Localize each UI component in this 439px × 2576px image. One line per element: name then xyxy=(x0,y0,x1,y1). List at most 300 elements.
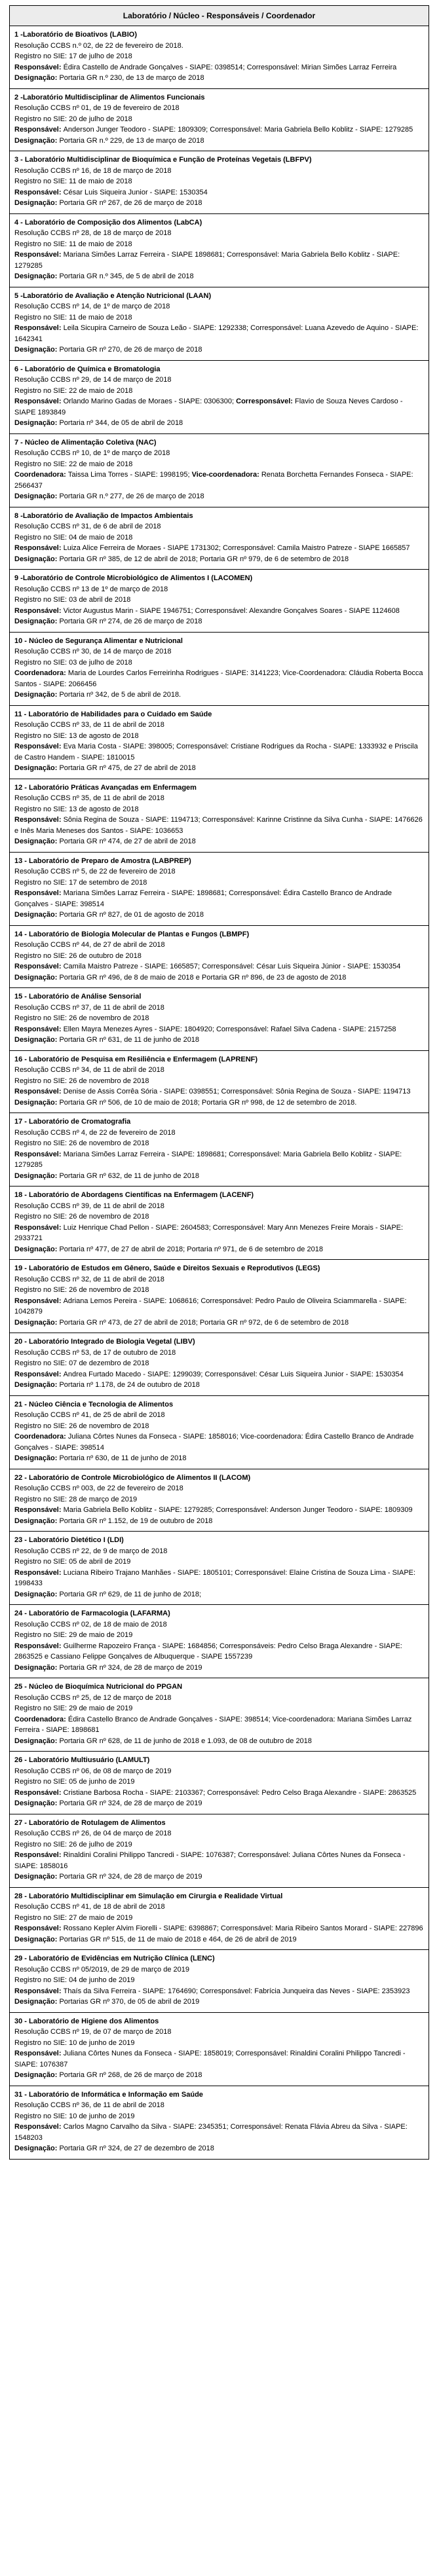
entry-field-text: Taissa Lima Torres - SIAPE: 1998195; xyxy=(67,471,192,479)
entry-title: 29 - Laboratório de Evidências em Nutrição Clínica (LENC) xyxy=(14,1955,215,1962)
entry-line xyxy=(14,166,424,177)
entry-field-text: Registro no SIE: 28 de março de 2019 xyxy=(14,1495,138,1503)
lab-entry-cell xyxy=(10,988,429,1051)
entry-field-text: Portaria nº 342, de 5 de abril de 2018. xyxy=(59,691,181,699)
entry-line xyxy=(14,815,424,836)
entry-field-label: Responsável: xyxy=(14,324,64,332)
entry-line xyxy=(14,73,424,84)
entry-field-label: Responsável: xyxy=(14,816,64,824)
entry-title: 12 - Laboratório Práticas Avançadas em Enfermagem xyxy=(14,783,197,792)
lab-entry-row xyxy=(10,1605,429,1678)
entry-line xyxy=(14,2100,424,2111)
entry-line xyxy=(14,1483,424,1494)
entry-field-text: Anderson Junger Teodoro - SIAPE: 1809309; Corresponsável: Maria Gabriela Bello Koblitz - SIAPE: 1279285 xyxy=(63,126,413,134)
lab-entry-row xyxy=(10,1678,429,1752)
entry-line xyxy=(14,690,424,701)
entry-field-text: Registro no SIE: 13 de agosto de 2018 xyxy=(14,731,139,740)
entry-field-text: Registro no SIE: 29 de maio de 2019 xyxy=(14,1631,133,1639)
entry-field-label: Designação: xyxy=(14,1737,60,1745)
entry-field-text: Registro no SIE: 26 de outubro de 2018 xyxy=(14,951,142,960)
entry-line xyxy=(14,1494,424,1505)
entry-line xyxy=(14,312,424,323)
lab-entry-cell xyxy=(10,1814,429,1887)
lab-entry-row xyxy=(10,925,429,988)
entry-field-text: Resolução CCBS nº 53, de 17 de outubro de 2018 xyxy=(14,1348,176,1357)
entry-field-label: Coordenadora: xyxy=(14,471,68,479)
lab-entry-row xyxy=(10,988,429,1051)
entry-field-text: Resolução CCBS nº 44, de 27 de abril de 2018 xyxy=(14,941,165,949)
entry-field-label: Coordenadora: xyxy=(14,669,68,677)
entry-field-text: Portaria GR nº 632, de 11 de junho de 2018 xyxy=(59,1171,200,1180)
entry-line xyxy=(14,2027,424,2038)
lab-entry-row xyxy=(10,1887,429,1950)
entry-line xyxy=(14,1086,424,1097)
entry-field-text: Portaria GR n.º 229, de 13 de março de 2018 xyxy=(59,136,204,145)
entry-line xyxy=(14,1871,424,1883)
entry-field-text: Portaria GR nº 267, de 26 de março de 2018 xyxy=(59,199,202,207)
entry-field-label: Responsável: xyxy=(14,1297,64,1305)
entry-line xyxy=(14,2038,424,2049)
entry-line xyxy=(14,1975,424,1986)
entry-title: 14 - Laboratório de Biologia Molecular de Plantas e Fungos (LBMPF) xyxy=(14,930,250,938)
entry-field-text: Resolução CCBS nº 29, de 14 de março de 2018 xyxy=(14,376,172,384)
entry-field-text: Rossano Kepler Alvim Fiorelli - SIAPE: 6398867; Corresponsável: Maria Ribeiro Santos Morard - SIAPE: 227896 xyxy=(63,1924,423,1932)
entry-line xyxy=(14,720,424,731)
entry-title: 10 - Núcleo de Segurança Alimentar e Nutricional xyxy=(14,636,183,645)
entry-title: 11 - Laboratório de Habilidades para o Cuidado em Saúde xyxy=(14,710,212,718)
entry-field-label: Designação: xyxy=(14,764,60,772)
lab-entry-cell xyxy=(10,1605,429,1678)
entry-line xyxy=(14,657,424,669)
entry-field-text: Portaria GR nº 270, de 26 de março de 2018 xyxy=(59,346,202,354)
entry-line xyxy=(14,1736,424,1747)
lab-entry-row xyxy=(10,2012,429,2086)
entry-field-label: Designação: xyxy=(14,492,60,500)
entry-field-text: Registro no SIE: 17 de julho de 2018 xyxy=(14,52,132,60)
lab-entry-row xyxy=(10,213,429,287)
lab-entry-cell xyxy=(10,925,429,988)
entry-field-text: Portaria nº 630, de 11 de junho de 2018 xyxy=(59,1454,187,1462)
entry-field-text: Portaria nº 344, de 05 de abril de 2018 xyxy=(59,419,183,427)
lab-entry-cell xyxy=(10,852,429,925)
entry-field-label: Designação: xyxy=(14,419,60,427)
entry-line xyxy=(14,1505,424,1516)
entry-field-text: Ellen Mayra Menezes Ayres - SIAPE: 1804920; Corresponsável: Rafael Silva Cadena - SIAPE: 2157258 xyxy=(63,1025,396,1033)
entry-field-label: Designação: xyxy=(14,1590,60,1598)
entry-line xyxy=(14,1663,424,1674)
labs-table-header-row xyxy=(10,6,429,26)
entry-title: 24 - Laboratório de Farmacologia (LAFARMA) xyxy=(14,1610,170,1617)
entry-title: 19 - Laboratório de Estudos em Gênero, Saúde e Direitos Sexuais e Reprodutivos (LEGS) xyxy=(14,1264,320,1272)
lab-entry-row xyxy=(10,360,429,433)
entry-line xyxy=(14,491,424,502)
lab-entry-cell xyxy=(10,433,429,507)
entry-line xyxy=(14,301,424,312)
entry-line xyxy=(14,1035,424,1046)
entry-line xyxy=(14,1274,424,1285)
entry-field-label: Designação: xyxy=(14,1998,60,2006)
entry-line xyxy=(14,1934,424,1945)
entry-field-label: Responsável: xyxy=(14,251,64,259)
entry-field-text: Registro no SIE: 20 de julho de 2018 xyxy=(14,115,132,123)
entry-line xyxy=(14,804,424,815)
entry-field-text: Portaria GR n.º 230, de 13 de março de 2018 xyxy=(59,74,204,82)
entry-title: 13 - Laboratório de Preparo de Amostra (LABPREP) xyxy=(14,856,191,865)
entry-title: 5 -Laboratório de Avaliação e Atenção Nutricional (LAAN) xyxy=(14,291,212,300)
entry-field-label: Designação: xyxy=(14,1663,60,1672)
entry-field-label: Coordenadora: xyxy=(14,1715,68,1723)
entry-field-text: Luciana Ribeiro Trajano Manhães - SIAPE: 1805101; Corresponsável: Elaine Cristina de Souza Lima - SIAPE: 1998433 xyxy=(14,1568,416,1587)
lab-entry-cell xyxy=(10,507,429,570)
entry-field-label: Designação: xyxy=(14,617,60,625)
entry-field-text: Eva Maria Costa - SIAPE: 398005; Corresponsável: Cristiane Rodrigues da Rocha - SIAPE: 1333932 e Priscila de Castro Handem - SIAPE: 1810015 xyxy=(14,743,418,762)
entry-line xyxy=(14,198,424,209)
lab-entry-row xyxy=(10,1333,429,1396)
entry-field-text: Portaria GR nº 324, de 28 de março de 2019 xyxy=(59,1663,202,1672)
entry-field-text: Maria de Lourdes Carlos Ferreirinha Rodrigues - SIAPE: 3141223; Vice-Coordenadora: Cláudia Roberta Bocca Santos - SIAPE: 2066456 xyxy=(14,669,423,688)
entry-field-label: Responsável: xyxy=(14,2050,64,2057)
entry-field-text: Resolução CCBS nº 14, de 1º de março de 2018 xyxy=(14,303,170,310)
entry-line xyxy=(14,972,424,984)
entry-field-label: Responsável: xyxy=(14,544,64,552)
entry-line xyxy=(14,1380,424,1391)
lab-entry-cell xyxy=(10,1678,429,1752)
entry-field-label: Designação: xyxy=(14,1935,60,1943)
lab-entry-cell xyxy=(10,1752,429,1814)
entry-line xyxy=(14,448,424,459)
lab-entry-row xyxy=(10,1187,429,1260)
entry-field-text: Resolução CCBS nº 13 de 1º de março de 2018 xyxy=(14,585,168,593)
entry-field-text: Portaria GR nº 475, de 27 de abril de 2018 xyxy=(59,764,196,772)
lab-entry-row xyxy=(10,26,429,89)
entry-line xyxy=(14,239,424,250)
entry-field-text: Resolução CCBS nº 33, de 11 de abril de 2018 xyxy=(14,721,164,729)
entry-field-label: Designação: xyxy=(14,1245,60,1253)
entry-field-text: Carlos Magno Carvalho da Silva - SIAPE: 2345351; Corresponsável: Renata Flávia Abreu da Silva - SIAPE: 1548203 xyxy=(14,2123,408,2142)
entry-line xyxy=(14,459,424,470)
labs-table-body xyxy=(10,26,429,2160)
entry-field-text: Camila Maistro Patreze - SIAPE: 1665857; Corresponsável: César Luis Siqueira Júnior - SIAPE: 1530354 xyxy=(63,963,401,970)
entry-line xyxy=(14,51,424,62)
entry-field-text: Portaria GR nº 324, de 28 de março de 2019 xyxy=(59,1873,202,1881)
entry-field-label: Responsável: xyxy=(14,1150,64,1158)
entry-field-text: Cristiane Barbosa Rocha - SIAPE: 2103367; Corresponsável: Pedro Celso Braga Alexandre - SIAPE: 2863525 xyxy=(63,1788,417,1797)
entry-line xyxy=(14,1024,424,1035)
entry-field-label: Designação: xyxy=(14,272,60,280)
entry-field-label: Designação: xyxy=(14,1381,60,1389)
entry-field-text: Resolução CCBS nº 25, de 12 de março de 2018 xyxy=(14,1693,172,1702)
entry-line xyxy=(14,136,424,147)
entry-title: 22 - Laboratório de Controle Microbiológico de Alimentos II (LACOM) xyxy=(14,1473,251,1482)
entry-line xyxy=(14,1097,424,1109)
entry-field-label: Responsável: xyxy=(14,1568,64,1577)
entry-line xyxy=(14,646,424,657)
entry-field-text: Mariana Simões Larraz Ferreira - SIAPE 1898681; Corresponsável: Maria Gabriela Bello Koblitz - SIAPE: 1279285 xyxy=(14,251,400,270)
entry-line xyxy=(14,1453,424,1464)
entry-title: 18 - Laboratório de Abordagens Científicas na Enfermagem (LACENF) xyxy=(14,1191,254,1199)
entry-line xyxy=(14,1128,424,1139)
entry-field-text: Luiza Alice Ferreira de Moraes - SIAPE 1731302; Corresponsável: Camila Maistro Patreze - SIAPE 1665857 xyxy=(63,544,410,552)
lab-entry-row xyxy=(10,287,429,360)
entry-line xyxy=(14,1714,424,1736)
entry-line xyxy=(14,228,424,239)
entry-line xyxy=(14,606,424,617)
entry-line xyxy=(14,2143,424,2154)
entry-field-text: Adriana Lemos Pereira - SIAPE: 1068616; Corresponsável: Pedro Paulo de Oliveira Sciammarella - SIAPE: 1042879 xyxy=(14,1297,407,1316)
entry-line xyxy=(14,584,424,595)
entry-field-text: Registro no SIE: 26 de novembro de 2018 xyxy=(14,1014,149,1022)
entry-field-text: Registro no SIE: 27 de maio de 2019 xyxy=(14,1913,133,1922)
entry-field-label: Responsável: xyxy=(14,1788,64,1797)
labs-table xyxy=(9,5,429,2160)
entry-line xyxy=(14,2070,424,2081)
entry-line xyxy=(14,554,424,565)
entry-field-label: Designação: xyxy=(14,1171,60,1180)
entry-line xyxy=(14,323,424,344)
entry-title: 23 - Laboratório Dietético I (LDI) xyxy=(14,1536,124,1544)
entry-line xyxy=(14,1703,424,1714)
entry-line xyxy=(14,1211,424,1223)
entry-field-text: Portaria GR nº 385, de 12 de abril de 2018; Portaria GR nº 979, de 6 de setembro de 2018 xyxy=(59,555,349,563)
lab-entry-cell xyxy=(10,570,429,633)
entry-line xyxy=(14,1913,424,1924)
entry-line xyxy=(14,1369,424,1380)
entry-line xyxy=(14,375,424,386)
entry-field-text: Mariana Simões Larraz Ferreira - SIAPE: 1898681; Corresponsável: Édira Castello Branco de Andrade Gonçalves - SIAPE: 398514 xyxy=(14,889,392,908)
entry-field-label: Responsável: xyxy=(14,963,64,970)
entry-line xyxy=(14,1003,424,1014)
lab-entry-cell xyxy=(10,1395,429,1469)
entry-line xyxy=(14,1410,424,1421)
entry-title: 27 - Laboratório de Rotulagem de Alimentos xyxy=(14,1818,166,1827)
entry-field-text: Registro no SIE: 03 de julho de 2018 xyxy=(14,658,132,667)
entry-field-label: Designação: xyxy=(14,346,60,354)
entry-field-label: Designação: xyxy=(14,136,60,145)
lab-entry-cell xyxy=(10,1113,429,1187)
entry-field-text: Juliana Côrtes Nunes da Fonseca - SIAPE: 1858019; Corresponsável: Rinaldini Coralini Philippo Tancredi - SIAPE: 1076387 xyxy=(14,2050,406,2069)
entry-field-text: Portaria GR nº 473, de 27 de abril de 2018; Portaria GR nº 972, de 6 de setembro de 2018 xyxy=(59,1318,349,1327)
entry-line xyxy=(14,124,424,136)
entry-line xyxy=(14,1589,424,1600)
entry-line xyxy=(14,41,424,52)
entry-line xyxy=(14,961,424,972)
entry-field-text: Resolução CCBS nº 35, de 11 de abril de 2018 xyxy=(14,794,164,802)
entry-field-text: Resolução CCBS nº 003, de 22 de fevereiro de 2018 xyxy=(14,1484,183,1492)
entry-line xyxy=(14,2122,424,2143)
entry-line xyxy=(14,176,424,187)
entry-field-label: Responsável: xyxy=(14,1025,64,1033)
lab-entry-row xyxy=(10,1050,429,1113)
entry-line xyxy=(14,114,424,125)
lab-entry-cell xyxy=(10,1532,429,1605)
entry-line xyxy=(14,793,424,804)
lab-entry-row xyxy=(10,1814,429,1887)
entry-field-text: Registro no SIE: 07 de dezembro de 2018 xyxy=(14,1359,149,1367)
entry-line xyxy=(14,1828,424,1839)
entry-line xyxy=(14,1421,424,1432)
entry-field-text: Portaria GR nº 631, de 11 de junho de 2018 xyxy=(59,1036,200,1044)
entry-title: 2 -Laboratório Multidisciplinar de Alimentos Funcionais xyxy=(14,93,205,101)
entry-field-text: Resolução CCBS nº 32, de 11 de abril de 2018 xyxy=(14,1275,164,1283)
entry-line xyxy=(14,1516,424,1527)
entry-field-text: Portaria GR nº 1.152, de 19 de outubro de 2018 xyxy=(59,1517,213,1525)
entry-line xyxy=(14,940,424,951)
entry-line xyxy=(14,741,424,763)
entry-field-text: César Luis Siqueira Junior - SIAPE: 1530354 xyxy=(63,188,208,196)
entry-field-text: Registro no SIE: 11 de maio de 2018 xyxy=(14,313,132,322)
entry-line xyxy=(14,543,424,554)
entry-line xyxy=(14,344,424,356)
lab-entry-cell xyxy=(10,2086,429,2159)
entry-line xyxy=(14,1296,424,1317)
entry-line xyxy=(14,1223,424,1244)
entry-field-label: Vice-coordenadora: xyxy=(191,471,261,479)
entry-title: 7 - Núcleo de Alimentação Coletiva (NAC) xyxy=(14,438,157,447)
entry-line xyxy=(14,1546,424,1557)
entry-line xyxy=(14,1431,424,1453)
entry-field-text: Resolução CCBS nº 36, de 11 de abril de 2018 xyxy=(14,2101,164,2109)
entry-field-text: Resolução CCBS nº 06, de 08 de março de 2019 xyxy=(14,1767,172,1775)
entry-field-label: Responsável: xyxy=(14,2123,64,2131)
lab-entry-cell xyxy=(10,1050,429,1113)
entry-line xyxy=(14,910,424,921)
entry-line xyxy=(14,1244,424,1255)
lab-entry-row xyxy=(10,1395,429,1469)
lab-entry-cell xyxy=(10,779,429,852)
lab-entry-cell xyxy=(10,287,429,360)
entry-field-text: Registro no SIE: 26 de novembro de 2018 xyxy=(14,1286,149,1294)
entry-field-label: Responsável: xyxy=(14,63,64,71)
lab-entry-cell xyxy=(10,1333,429,1396)
entry-line xyxy=(14,418,424,429)
entry-field-text: Portaria GR nº 496, de 8 de maio de 2018 e Portaria GR nº 896, de 23 de agosto de 2018 xyxy=(59,973,347,982)
entry-field-text: Portaria GR nº 474, de 27 de abril de 2018 xyxy=(59,837,196,845)
lab-entry-cell xyxy=(10,88,429,151)
entry-line xyxy=(14,386,424,397)
entry-line xyxy=(14,2111,424,2122)
entry-line xyxy=(14,1641,424,1663)
entry-field-label: Corresponsável: xyxy=(236,397,296,405)
entry-field-label: Designação: xyxy=(14,691,60,699)
entry-line xyxy=(14,469,424,491)
entry-title: 3 - Laboratório Multidisciplinar de Bioquímica e Função de Proteínas Vegetais (LBFPV) xyxy=(14,156,312,164)
entry-field-text: Resolução CCBS nº 10, de 1º de março de 2018 xyxy=(14,449,170,457)
entry-field-label: Responsável: xyxy=(14,889,64,897)
entry-title: 17 - Laboratório de Cromatografia xyxy=(14,1118,131,1126)
entry-line xyxy=(14,1788,424,1799)
entry-line xyxy=(14,103,424,114)
entry-field-label: Coordenadora: xyxy=(14,1433,68,1441)
entry-field-label: Designação: xyxy=(14,973,60,982)
entry-field-text: Portaria GR n.º 345, de 5 de abril de 2018 xyxy=(59,272,194,280)
entry-line xyxy=(14,1839,424,1850)
lab-entry-cell xyxy=(10,2012,429,2086)
entry-field-text: Portaria GR nº 274, de 26 de março de 2018 xyxy=(59,617,202,625)
entry-field-label: Responsável: xyxy=(14,126,64,134)
lab-entry-cell xyxy=(10,1260,429,1333)
entry-title: 16 - Laboratório de Pesquisa em Resiliência e Enfermagem (LAPRENF) xyxy=(14,1055,258,1063)
entry-field-text: Portaria GR n.º 277, de 26 de março de 2018 xyxy=(59,492,204,500)
entry-title: 26 - Laboratório Multiusuário (LAMULT) xyxy=(14,1756,150,1764)
lab-entry-row xyxy=(10,2086,429,2159)
entry-line xyxy=(14,595,424,606)
entry-field-text: Resolução CCBS nº 28, de 18 de março de 2018 xyxy=(14,229,172,237)
entry-field-text: Registro no SIE: 10 de junho de 2019 xyxy=(14,2112,135,2120)
entry-field-label: Designação: xyxy=(14,74,60,82)
entry-field-text: Resolução CCBS nº 34, de 11 de abril de 2018 xyxy=(14,1066,164,1074)
entry-title: 25 - Núcleo de Bioquímica Nutricional do PPGAN xyxy=(14,1683,183,1691)
entry-field-text: Portarias GR nº 515, de 11 de maio de 2018 e 464, de 26 de abril de 2019 xyxy=(59,1935,297,1943)
entry-field-text: Portarias GR nº 370, de 05 de abril de 2019 xyxy=(59,1998,200,2006)
entry-line xyxy=(14,1348,424,1359)
entry-line xyxy=(14,1619,424,1630)
entry-line xyxy=(14,866,424,877)
entry-field-text: Denise de Assis Corrêa Sória - SIAPE: 0398551; Corresponsável: Sônia Regina de Souza - SIAPE: 1194713 xyxy=(63,1088,411,1095)
entry-field-text: Portaria GR nº 628, de 11 de junho de 2018 e 1.093, de 08 de outubro de 2018 xyxy=(59,1737,312,1745)
entry-field-label: Designação: xyxy=(14,1873,60,1881)
entry-line xyxy=(14,249,424,271)
lab-entry-row xyxy=(10,1113,429,1187)
entry-line xyxy=(14,1630,424,1641)
entry-line xyxy=(14,1171,424,1182)
lab-entry-row xyxy=(10,852,429,925)
entry-field-text: Resolução CCBS nº 37, de 11 de abril de 2018 xyxy=(14,1003,164,1012)
lab-entry-cell xyxy=(10,1469,429,1532)
entry-field-label: Responsável: xyxy=(14,1370,64,1378)
entry-line xyxy=(14,1285,424,1296)
entry-line xyxy=(14,1568,424,1589)
entry-title: 9 -Laboratório de Controle Microbiológico de Alimentos I (LACOMEN) xyxy=(14,574,253,582)
entry-field-label: Designação: xyxy=(14,1098,60,1107)
entry-line xyxy=(14,62,424,73)
entry-title: 6 - Laboratório de Química e Bromatologia xyxy=(14,365,161,373)
entry-field-text: Andrea Furtado Macedo - SIAPE: 1299039; Corresponsável: César Luis Siqueira Junior - SIAPE: 1530354 xyxy=(63,1370,404,1378)
entry-field-label: Designação: xyxy=(14,911,60,919)
entry-title: 21 - Núcleo Ciência e Tecnologia de Alimentos xyxy=(14,1400,174,1408)
lab-entry-cell xyxy=(10,632,429,705)
entry-field-text: Registro no SIE: 11 de maio de 2018 xyxy=(14,240,132,248)
entry-title: 15 - Laboratório de Análise Sensorial xyxy=(14,993,142,1001)
entry-field-text: Maria Gabriela Bello Koblitz - SIAPE: 1279285; Corresponsável: Anderson Junger Teodoro - SIAPE: 1809309 xyxy=(63,1506,413,1514)
entry-line xyxy=(14,1923,424,1934)
entry-title: 30 - Laboratório de Higiene dos Alimentos xyxy=(14,2017,159,2025)
entry-field-label: Designação: xyxy=(14,837,60,845)
entry-field-text: Sônia Regina de Souza - SIAPE: 1194713; Corresponsável: Karinne Cristinne da Silva Cunha - SIAPE: 1476626 e Inês Maria Meneses dos Santos - SIAPE: 1036653 xyxy=(14,816,423,835)
entry-field-text: Registro no SIE: 13 de agosto de 2018 xyxy=(14,805,139,813)
entry-line xyxy=(14,532,424,543)
lab-entry-cell xyxy=(10,26,429,89)
entry-line xyxy=(14,951,424,962)
entry-line xyxy=(14,1076,424,1087)
lab-entry-row xyxy=(10,570,429,633)
entry-title: 31 - Laboratório de Informática e Informação em Saúde xyxy=(14,2090,203,2099)
entry-field-text: Registro no SIE: 22 de maio de 2018 xyxy=(14,460,133,468)
entry-field-text: Portaria GR nº 324, de 27 de dezembro de 2018 xyxy=(59,2144,214,2152)
entry-field-text: Registro no SIE: 05 de junho de 2019 xyxy=(14,1778,135,1786)
entry-field-text: Resolução CCBS nº 41, de 25 de abril de 2018 xyxy=(14,1411,165,1419)
entry-field-text: Resolução CCBS nº 30, de 14 de março de 2018 xyxy=(14,648,172,655)
entry-line xyxy=(14,888,424,910)
entry-line xyxy=(14,836,424,847)
entry-line xyxy=(14,616,424,627)
lab-entry-row xyxy=(10,151,429,214)
lab-entry-cell xyxy=(10,705,429,779)
entry-line xyxy=(14,763,424,774)
entry-field-label: Responsável: xyxy=(14,1642,64,1650)
entry-line xyxy=(14,1358,424,1369)
entry-line xyxy=(14,1996,424,2008)
entry-line xyxy=(14,1138,424,1149)
